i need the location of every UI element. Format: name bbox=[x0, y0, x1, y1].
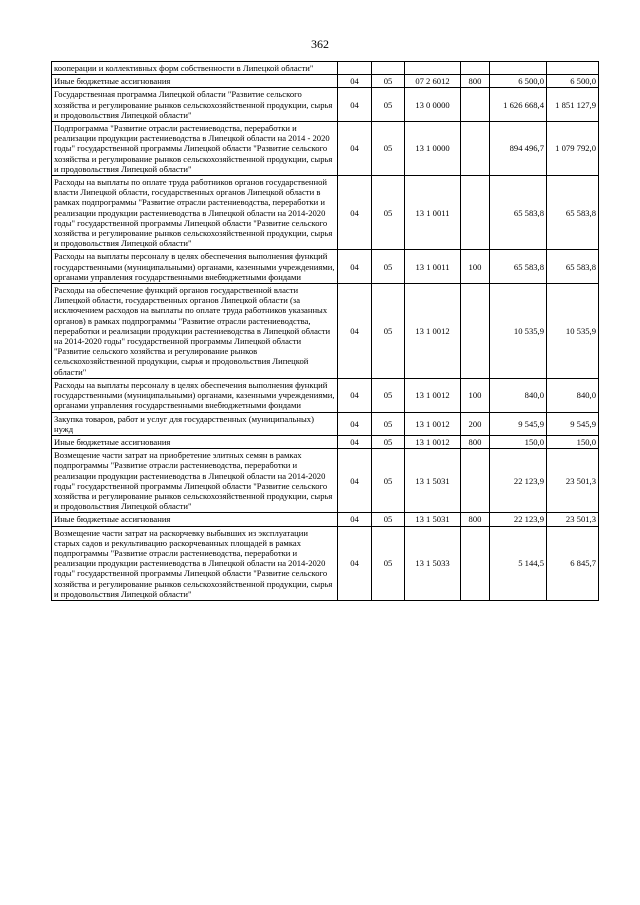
target-article-code: 13 1 0012 bbox=[405, 435, 461, 448]
target-article-code: 13 1 0011 bbox=[405, 176, 461, 250]
subsection-code: 05 bbox=[372, 449, 405, 513]
expense-type-code: 100 bbox=[461, 378, 490, 412]
amount-year-2: 840,0 bbox=[547, 378, 599, 412]
table-row bbox=[52, 378, 599, 412]
expense-type-code: 800 bbox=[461, 513, 490, 526]
expense-type-code bbox=[461, 176, 490, 250]
amount-year-2: 1 851 127,9 bbox=[547, 88, 599, 122]
amount-year-1: 1 626 668,4 bbox=[490, 88, 547, 122]
row-description: Возмещение части затрат на раскорчевку выбывших из эксплуатации старых садов и рекультивацию раскорчеванных площадей в рамках подпрограммы "Развитие отрасли растениеводства, переработки и реализации продукции растениеводства в Липецкой области на 2014-2020 годы" государственной программы Липецкой области "Развитие сельского хозяйства и регулирование рынков сельскохозяйственной продукции, сырья и продовольствия Липецкой области" bbox=[52, 526, 338, 600]
target-article-code: 13 0 0000 bbox=[405, 88, 461, 122]
amount-year-1: 22 123,9 bbox=[490, 513, 547, 526]
row-description: Иные бюджетные ассигнования bbox=[52, 513, 338, 526]
expense-type-code bbox=[461, 284, 490, 379]
amount-year-1: 840,0 bbox=[490, 378, 547, 412]
amount-year-1: 65 583,8 bbox=[490, 176, 547, 250]
amount-year-1 bbox=[490, 62, 547, 75]
row-description: Закупка товаров, работ и услуг для государственных (муниципальных) нужд bbox=[52, 412, 338, 435]
expense-type-code: 100 bbox=[461, 250, 490, 284]
section-code: 04 bbox=[338, 435, 372, 448]
amount-year-2: 10 535,9 bbox=[547, 284, 599, 379]
target-article-code: 13 1 0012 bbox=[405, 412, 461, 435]
table-row bbox=[52, 449, 599, 513]
subsection-code: 05 bbox=[372, 176, 405, 250]
target-article-code: 07 2 6012 bbox=[405, 75, 461, 88]
amount-year-1: 65 583,8 bbox=[490, 250, 547, 284]
subsection-code: 05 bbox=[372, 513, 405, 526]
section-code: 04 bbox=[338, 75, 372, 88]
table-row bbox=[52, 75, 599, 88]
budget-table bbox=[51, 61, 599, 601]
amount-year-1: 9 545,9 bbox=[490, 412, 547, 435]
subsection-code: 05 bbox=[372, 412, 405, 435]
table-row bbox=[52, 435, 599, 448]
expense-type-code bbox=[461, 62, 490, 75]
section-code bbox=[338, 62, 372, 75]
amount-year-2: 23 501,3 bbox=[547, 513, 599, 526]
expense-type-code: 800 bbox=[461, 435, 490, 448]
subsection-code: 05 bbox=[372, 88, 405, 122]
expense-type-code bbox=[461, 449, 490, 513]
table-row bbox=[52, 250, 599, 284]
subsection-code: 05 bbox=[372, 75, 405, 88]
target-article-code: 13 1 0012 bbox=[405, 378, 461, 412]
subsection-code: 05 bbox=[372, 122, 405, 176]
section-code: 04 bbox=[338, 449, 372, 513]
amount-year-2: 1 079 792,0 bbox=[547, 122, 599, 176]
expense-type-code bbox=[461, 88, 490, 122]
amount-year-1: 10 535,9 bbox=[490, 284, 547, 379]
subsection-code: 05 bbox=[372, 250, 405, 284]
amount-year-2: 9 545,9 bbox=[547, 412, 599, 435]
row-description: Расходы на обеспечение функций органов государственной власти Липецкой области, государственных органов Липецкой области (за исключением расходов на выплаты по оплате труда работников указанных органов) в рамках подпрограммы "Развитие отрасли растениеводства, переработки и реализации продукции растениеводства в Липецкой области на 2014-2020 годы" государственной программы Липецкой области "Развитие сельского хозяйства и регулирование рынков сельскохозяйственной продукции, сырья и продовольствия Липецкой области" bbox=[52, 284, 338, 379]
row-description: Иные бюджетные ассигнования bbox=[52, 435, 338, 448]
amount-year-1: 150,0 bbox=[490, 435, 547, 448]
target-article-code: 13 1 5033 bbox=[405, 526, 461, 600]
target-article-code bbox=[405, 62, 461, 75]
row-description: Государственная программа Липецкой области "Развитие сельского хозяйства и регулирование рынков сельскохозяйственной продукции, сырья и продовольствия Липецкой области" bbox=[52, 88, 338, 122]
expense-type-code: 200 bbox=[461, 412, 490, 435]
subsection-code: 05 bbox=[372, 526, 405, 600]
row-description: Расходы на выплаты персоналу в целях обеспечения выполнения функций государственными (муниципальными) органами, казенными учреждениями, органами управления государственными внебюджетными фондами bbox=[52, 250, 338, 284]
table-row bbox=[52, 412, 599, 435]
table-row bbox=[52, 122, 599, 176]
amount-year-1: 5 144,5 bbox=[490, 526, 547, 600]
amount-year-2: 65 583,8 bbox=[547, 250, 599, 284]
table-row bbox=[52, 284, 599, 379]
expense-type-code bbox=[461, 122, 490, 176]
section-code: 04 bbox=[338, 526, 372, 600]
subsection-code: 05 bbox=[372, 284, 405, 379]
amount-year-1: 6 500,0 bbox=[490, 75, 547, 88]
table-row bbox=[52, 62, 599, 75]
row-description: Расходы на выплаты персоналу в целях обеспечения выполнения функций государственными (муниципальными) органами, казенными учреждениями, органами управления государственными внебюджетными фондами bbox=[52, 378, 338, 412]
amount-year-1: 22 123,9 bbox=[490, 449, 547, 513]
target-article-code: 13 1 5031 bbox=[405, 449, 461, 513]
section-code: 04 bbox=[338, 378, 372, 412]
expense-type-code bbox=[461, 526, 490, 600]
page-number: 362 bbox=[311, 37, 329, 51]
row-description: Расходы на выплаты по оплате труда работников органов государственной власти Липецкой области, государственных органов Липецкой области в рамках подпрограммы "Развитие отрасли растениеводства, переработки и реализации продукции растениеводства в Липецкой области на 2014-2020 годы" государственной программы Липецкой области "Развитие сельского хозяйства и регулирование рынков сельскохозяйственной продукции, сырья и продовольствия Липецкой области" bbox=[52, 176, 338, 250]
table-row bbox=[52, 526, 599, 600]
row-description: Подпрограмма "Развитие отрасли растениеводства, переработки и реализации продукции растениеводства в Липецкой области на 2014 - 2020 годы" государственной программы Липецкой области "Развитие сельского хозяйства и регулирование рынков сельскохозяйственной продукции, сырья и продовольствия Липецкой области" bbox=[52, 122, 338, 176]
target-article-code: 13 1 5031 bbox=[405, 513, 461, 526]
section-code: 04 bbox=[338, 122, 372, 176]
section-code: 04 bbox=[338, 250, 372, 284]
section-code: 04 bbox=[338, 176, 372, 250]
amount-year-2: 65 583,8 bbox=[547, 176, 599, 250]
section-code: 04 bbox=[338, 412, 372, 435]
subsection-code: 05 bbox=[372, 378, 405, 412]
target-article-code: 13 1 0012 bbox=[405, 284, 461, 379]
expense-type-code: 800 bbox=[461, 75, 490, 88]
table-row bbox=[52, 176, 599, 250]
subsection-code: 05 bbox=[372, 435, 405, 448]
subsection-code bbox=[372, 62, 405, 75]
table-row bbox=[52, 88, 599, 122]
section-code: 04 bbox=[338, 284, 372, 379]
section-code: 04 bbox=[338, 513, 372, 526]
target-article-code: 13 1 0011 bbox=[405, 250, 461, 284]
section-code: 04 bbox=[338, 88, 372, 122]
row-description: Возмещение части затрат на приобретение элитных семян в рамках подпрограммы "Развитие отрасли растениеводства, переработки и реализации продукции растениеводства в Липецкой области на 2014-2020 годы" государственной программы Липецкой области "Развитие сельского хозяйства и регулирование рынков сельскохозяйственной продукции, сырья и продовольствия Липецкой области" bbox=[52, 449, 338, 513]
target-article-code: 13 1 0000 bbox=[405, 122, 461, 176]
amount-year-2: 23 501,3 bbox=[547, 449, 599, 513]
row-description: кооперации и коллективных форм собственности в Липецкой области" bbox=[52, 62, 338, 75]
amount-year-2: 6 500,0 bbox=[547, 75, 599, 88]
table-row bbox=[52, 513, 599, 526]
table-body bbox=[52, 62, 599, 601]
amount-year-1: 894 496,7 bbox=[490, 122, 547, 176]
row-description: Иные бюджетные ассигнования bbox=[52, 75, 338, 88]
amount-year-2 bbox=[547, 62, 599, 75]
amount-year-2: 150,0 bbox=[547, 435, 599, 448]
amount-year-2: 6 845,7 bbox=[547, 526, 599, 600]
